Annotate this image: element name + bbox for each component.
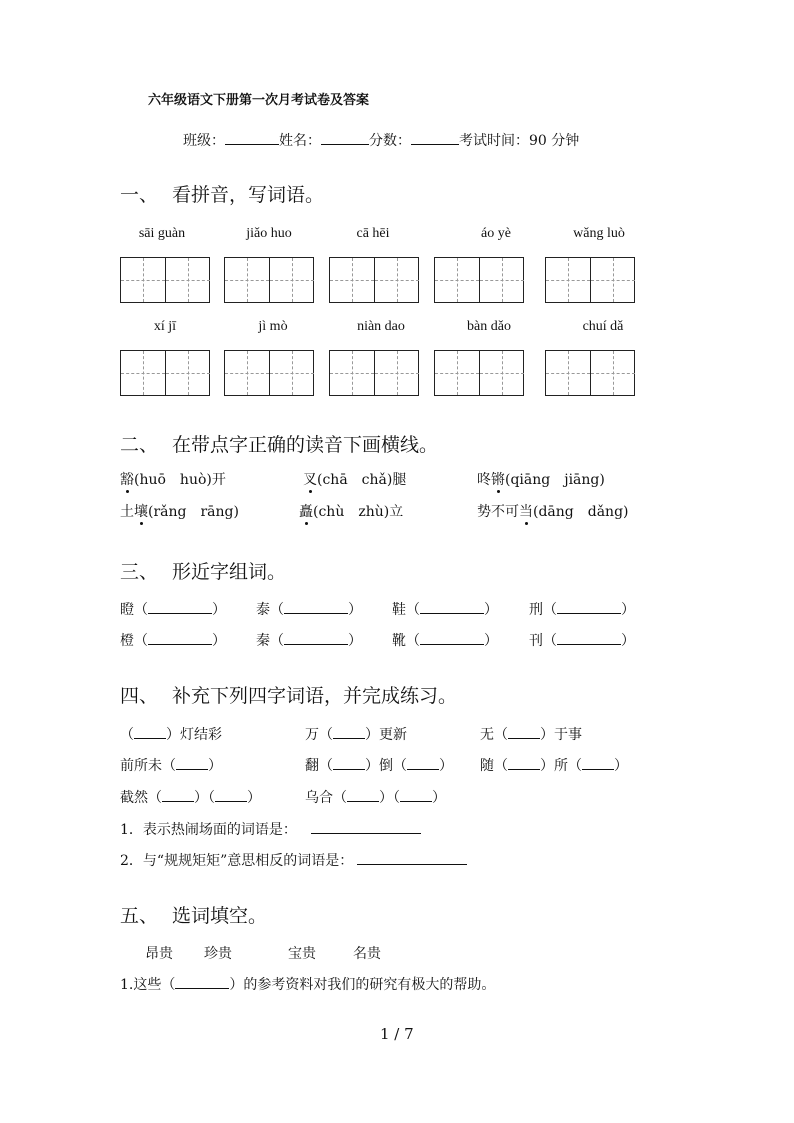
char: 刊 bbox=[529, 633, 543, 649]
question-text: ）的参考资料对我们的研究有极大的帮助。 bbox=[229, 977, 496, 993]
plain-char: 势不可 bbox=[477, 504, 519, 520]
section5-title: 选词填空。 bbox=[172, 905, 268, 927]
idiom-2[interactable]: 万（ ）更新 bbox=[305, 727, 407, 743]
reading-options: (dāng dǎng) bbox=[533, 504, 629, 520]
idiom-7[interactable]: 截然（ ）（ ） bbox=[120, 790, 261, 806]
char: 秦 bbox=[256, 633, 270, 649]
student-info-line bbox=[183, 130, 579, 150]
section3-heading bbox=[120, 557, 286, 584]
page-number: 1 / 7 bbox=[380, 1025, 414, 1043]
question-4-1[interactable] bbox=[120, 819, 421, 839]
pinyin-4: áo yè bbox=[481, 226, 511, 241]
writing-grid-3[interactable] bbox=[329, 257, 419, 303]
dotted-char: 豁 bbox=[120, 469, 134, 489]
word-option-3: 宝贵 bbox=[288, 946, 316, 962]
pinyin-5: wǎng luò bbox=[573, 226, 625, 241]
word-option-4: 名贵 bbox=[353, 946, 381, 962]
writing-grid-6[interactable] bbox=[120, 350, 210, 396]
reading-options: (rǎng rāng) bbox=[148, 504, 239, 520]
idiom-text: 翻 bbox=[305, 758, 319, 774]
pinyin-1: sāi guàn bbox=[138, 226, 186, 241]
section1-title: 看拼音，写词语。 bbox=[172, 184, 325, 206]
word-blank-7[interactable]: 靴（ ） bbox=[392, 633, 498, 649]
reading-item-3[interactable] bbox=[477, 469, 605, 489]
word-blank-2[interactable]: 泰（ ） bbox=[256, 602, 362, 618]
idiom-1[interactable]: （ ）灯结彩 bbox=[120, 727, 222, 743]
word-blank-1[interactable]: 瞪（ ） bbox=[120, 602, 226, 618]
writing-grid-7[interactable] bbox=[224, 350, 314, 396]
pinyin-3: cā hēi bbox=[356, 226, 390, 241]
time-label: 考试时间：90 分钟 bbox=[459, 133, 580, 149]
pinyin-7: jì mò bbox=[258, 319, 288, 334]
section1-heading bbox=[120, 180, 324, 207]
writing-grid-10[interactable] bbox=[545, 350, 635, 396]
dotted-char: 叉 bbox=[303, 469, 317, 489]
section4-title: 补充下列四字词语，并完成练习。 bbox=[172, 685, 458, 707]
question-text: 1.这些（ bbox=[120, 977, 176, 993]
idiom-text: 万 bbox=[305, 727, 319, 743]
idiom-text: 灯结彩 bbox=[180, 727, 222, 743]
char: 瞪 bbox=[120, 602, 134, 618]
section5-heading bbox=[120, 901, 267, 928]
char: 泰 bbox=[256, 602, 270, 618]
name-blank[interactable] bbox=[321, 132, 369, 145]
section3-title: 形近字组词。 bbox=[172, 561, 287, 583]
word-blank-8[interactable]: 刊（ ） bbox=[529, 633, 635, 649]
class-blank[interactable] bbox=[225, 132, 279, 145]
reading-options: (huō huò)开 bbox=[134, 472, 226, 488]
word-option-2: 珍贵 bbox=[204, 946, 232, 962]
idiom-text: 前所未 bbox=[120, 758, 162, 774]
class-label: 班级： bbox=[183, 133, 225, 149]
idiom-text: 无 bbox=[480, 727, 494, 743]
pinyin-8: niàn dao bbox=[357, 319, 405, 334]
score-label: 分数： bbox=[369, 133, 411, 149]
score-blank[interactable] bbox=[411, 132, 459, 145]
section3-number: 三、 bbox=[120, 561, 159, 583]
dotted-char: 当 bbox=[519, 501, 533, 521]
pinyin-2: jiǎo huo bbox=[246, 226, 292, 241]
reading-options: (chā chǎ)腿 bbox=[317, 472, 407, 488]
idiom-text: 于事 bbox=[554, 727, 582, 743]
section5-number: 五、 bbox=[120, 905, 159, 927]
char: 鞋 bbox=[392, 602, 406, 618]
word-blank-5[interactable]: 橙（ ） bbox=[120, 633, 226, 649]
plain-char: 土 bbox=[120, 504, 134, 520]
section2-number: 二、 bbox=[120, 434, 159, 456]
section1-number: 一、 bbox=[120, 184, 159, 206]
idiom-text: 截然 bbox=[120, 790, 148, 806]
char: 刑 bbox=[529, 602, 543, 618]
char: 靴 bbox=[392, 633, 406, 649]
idiom-text: 倒 bbox=[379, 758, 393, 774]
question-5-1[interactable] bbox=[120, 974, 495, 994]
question-text: 1．表示热闹场面的词语是： bbox=[120, 822, 297, 838]
writing-grid-2[interactable] bbox=[224, 257, 314, 303]
dotted-char: 锵 bbox=[491, 469, 505, 489]
question-text: 2．与“规规矩矩”意思相反的词语是： bbox=[120, 853, 354, 869]
idiom-3[interactable]: 无（ ）于事 bbox=[480, 727, 582, 743]
reading-item-2[interactable] bbox=[303, 469, 406, 489]
reading-item-6[interactable] bbox=[477, 501, 629, 521]
section2-title: 在带点字正确的读音下画横线。 bbox=[172, 434, 439, 456]
section4-heading bbox=[120, 681, 457, 708]
writing-grid-8[interactable] bbox=[329, 350, 419, 396]
idiom-8[interactable]: 乌合（ ）（ ） bbox=[305, 790, 446, 806]
pinyin-9: bàn dǎo bbox=[467, 319, 511, 334]
idiom-text: 更新 bbox=[379, 727, 407, 743]
pinyin-6: xí jī bbox=[153, 319, 177, 334]
dotted-char: 矗 bbox=[299, 501, 313, 521]
idiom-text: 乌合 bbox=[305, 790, 333, 806]
reading-options: (qiāng jiāng) bbox=[505, 472, 605, 488]
name-label: 姓名： bbox=[279, 133, 321, 149]
idiom-text: 随 bbox=[480, 758, 494, 774]
page-title: 六年级语文下册第一次月考试卷及答案 bbox=[148, 93, 370, 108]
idiom-text: 所 bbox=[554, 758, 568, 774]
reading-item-5[interactable] bbox=[299, 501, 403, 521]
word-option-1: 昂贵 bbox=[145, 946, 173, 962]
writing-grid-4[interactable] bbox=[434, 257, 524, 303]
section4-number: 四、 bbox=[120, 685, 159, 707]
pinyin-10: chuí dǎ bbox=[582, 319, 624, 334]
idiom-4[interactable]: 前所未（ ） bbox=[120, 758, 222, 774]
reading-options: (chù zhù)立 bbox=[313, 504, 404, 520]
reading-item-4[interactable] bbox=[120, 501, 239, 521]
reading-item-1[interactable] bbox=[120, 469, 226, 489]
writing-grid-1[interactable] bbox=[120, 257, 210, 303]
question-4-2[interactable] bbox=[120, 850, 467, 870]
word-blank-6[interactable]: 秦（ ） bbox=[256, 633, 362, 649]
idiom-6[interactable]: 随（ ）所（ ） bbox=[480, 758, 628, 774]
char: 橙 bbox=[120, 633, 134, 649]
idiom-5[interactable]: 翻（ ）倒（ ） bbox=[305, 758, 453, 774]
word-blank-3[interactable]: 鞋（ ） bbox=[392, 602, 498, 618]
dotted-char: 壤 bbox=[134, 501, 148, 521]
word-blank-4[interactable]: 刑（ ） bbox=[529, 602, 635, 618]
writing-grid-5[interactable] bbox=[545, 257, 635, 303]
plain-char: 咚 bbox=[477, 472, 491, 488]
writing-grid-9[interactable] bbox=[434, 350, 524, 396]
section2-heading bbox=[120, 430, 438, 457]
